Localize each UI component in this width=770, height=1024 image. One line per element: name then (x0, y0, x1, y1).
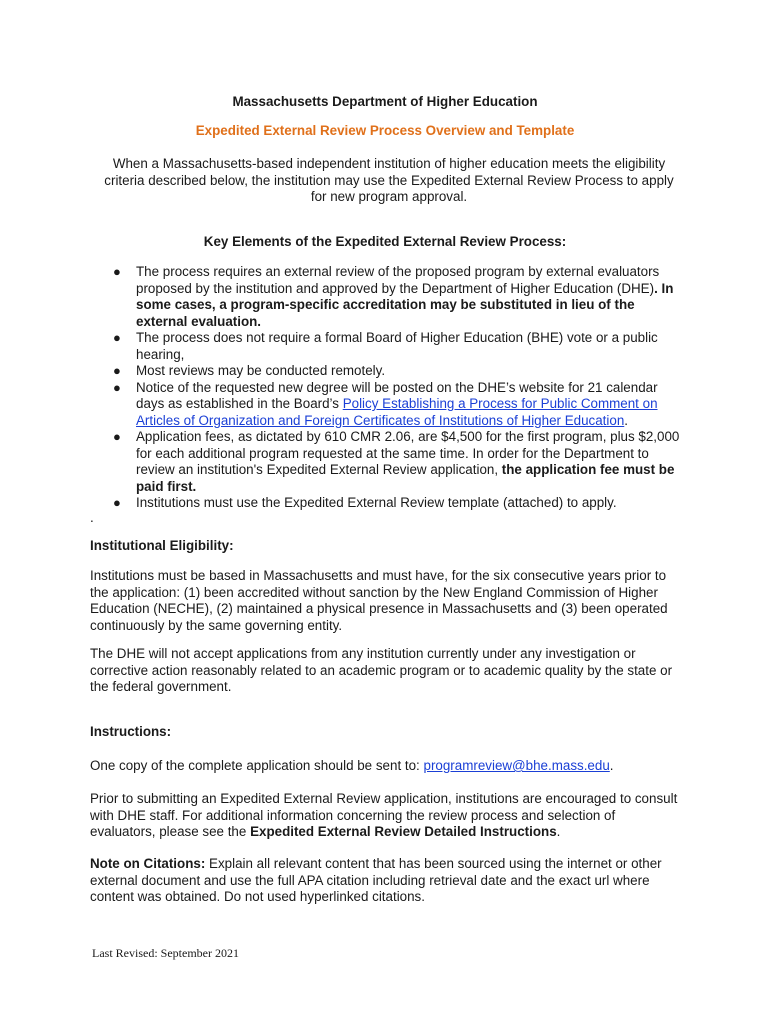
bullet-icon: ● (113, 495, 121, 510)
email-link[interactable]: programreview@bhe.mass.edu (423, 758, 610, 773)
list-item: ● Most reviews may be conducted remotely. (113, 363, 386, 378)
copy-instruction: One copy of the complete application should be sent to: programreview@bhe.mass.edu. (90, 758, 614, 773)
document-title: Expedited External Review Process Overview and Template (195, 123, 575, 138)
last-revised-footer: Last Revised: September 2021 (92, 946, 239, 960)
citation-note: Note on Citations: Explain all relevant content that has been sourced using the internet or other external document and use the full APA citation including retrieval date and the exact url where content was obtained. Do not used hyperlinked citations. (90, 856, 662, 904)
bullet-icon: ● (113, 264, 121, 279)
prior-submission-paragraph: Prior to submitting an Expedited External Review application, institutions are encouraged to consult with DHE staff. For additional information concerning the review process and selection of evaluators, please see the Expedited External Review Detailed Instructions. (90, 791, 678, 839)
eligibility-paragraph-2: The DHE will not accept applications from any institution currently under any investigation or corrective action reasonably related to an academic program or to academic quality by the state or the federal government. (90, 646, 673, 694)
key-elements-heading: Key Elements of the Expedited External Review Process: (203, 234, 567, 249)
org-title: Massachusetts Department of Higher Education (232, 94, 538, 109)
bullet-icon: ● (113, 429, 121, 444)
citation-note-label: Note on Citations: (90, 856, 206, 871)
list-item: ● The process does not require a formal Board of Higher Education (BHE) vote or a public hearing, (113, 330, 658, 362)
detailed-instructions-reference: Expedited External Review Detailed Instructions (250, 824, 557, 839)
policy-link[interactable]: Policy Establishing a Process for Public Comment on Articles of Organization and Foreign Certificates of Institutions of Higher Education (136, 396, 658, 428)
key-elements-list (113, 264, 682, 512)
bullet-icon: ● (113, 330, 121, 345)
bullet-icon: ● (113, 363, 121, 378)
eligibility-heading: Institutional Eligibility: (90, 538, 234, 553)
list-item: ● Institutions must use the Expedited External Review template (attached) to apply. (113, 495, 617, 510)
intro-paragraph: When a Massachusetts-based independent institution of higher education meets the eligibility criteria described below, the institution may use the Expedited External Review Process to apply for new program approval. (104, 156, 674, 204)
instructions-heading: Instructions: (90, 724, 172, 739)
stray-mark: . (90, 510, 94, 525)
list-item: ● Application fees, as dictated by 610 CMR 2.06, are $4,500 for the first program, plus $2,000 for each additional program requested at the same time. In order for the Department to review an institution's Expedited External Review application, the application fee must be paid first. (113, 429, 680, 494)
bullet-icon: ● (113, 379, 121, 395)
list-item: ● Notice of the requested new degree will be posted on the DHE’s website for 21 calendar days as established in the Board’s Policy Establishing a Process for Public Comment on Articles of Organization and Foreign Certificates of Institutions of Higher Education. (113, 379, 658, 428)
eligibility-paragraph-1: Institutions must be based in Massachusetts and must have, for the six consecutive years prior to the application: (1) been accredited without sanction by the New England Commission of Higher Education (NECHE), (2) maintained a physical presence in Massachusetts and (3) been operated continuously by the same governing entity. (90, 568, 668, 633)
list-item: ● The process requires an external review of the proposed program by external evaluators proposed by the institution and approved by the Department of Higher Education (DHE). In some cases, a program-specific accreditation may be substituted in lieu of the external evaluation. (113, 264, 674, 329)
